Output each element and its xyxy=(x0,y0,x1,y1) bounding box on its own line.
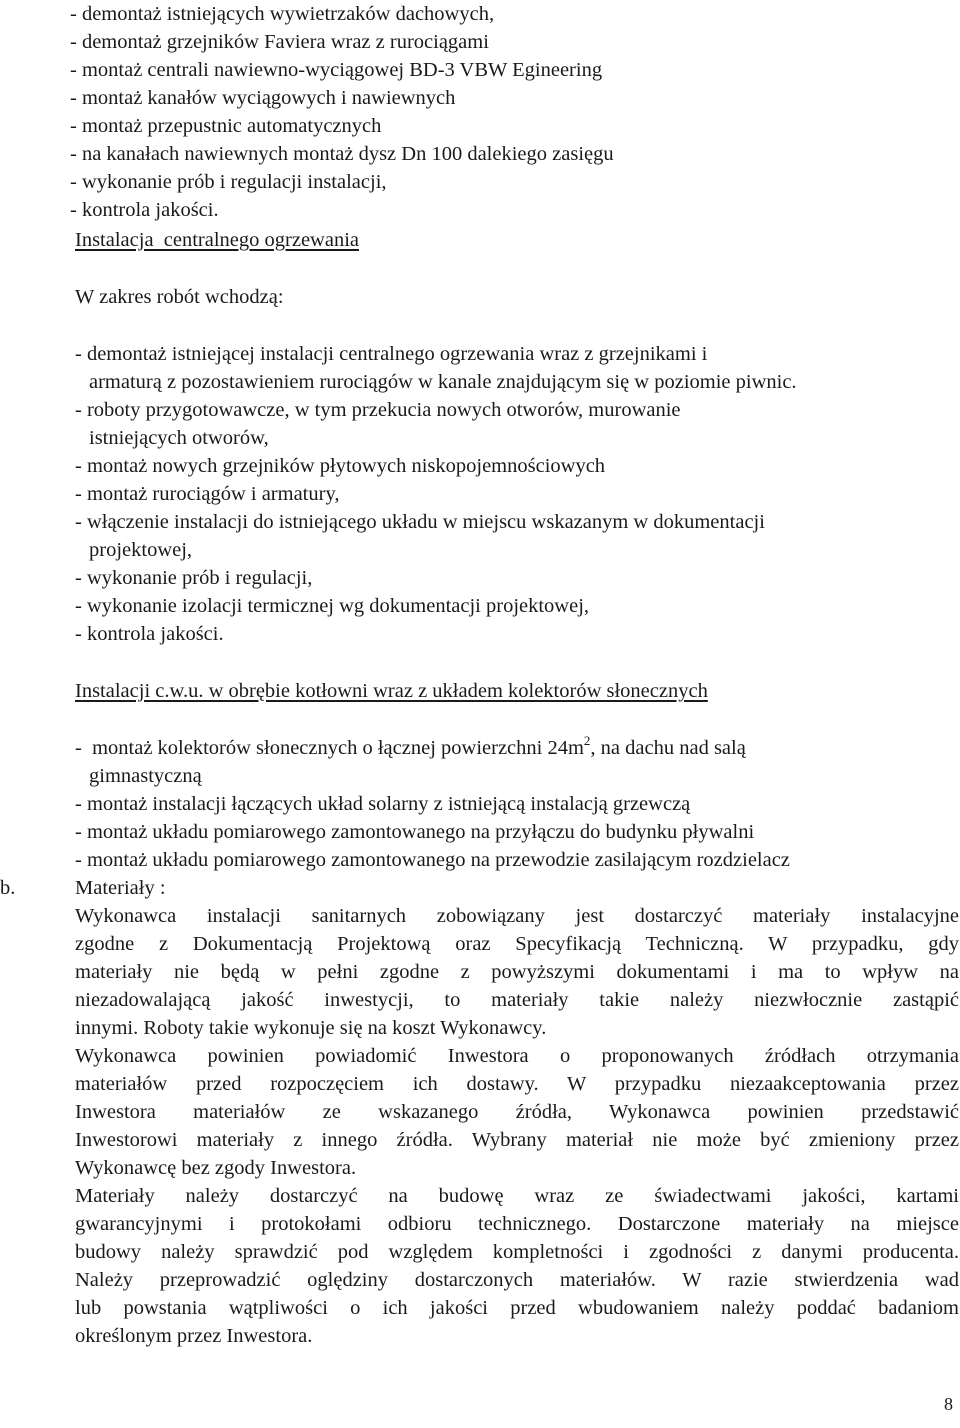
paragraph-line: Inwestora materiałów ze wskazanego źródła, Wykonawca powinien przedstawić xyxy=(75,1101,959,1123)
paragraph-line: Materiały należy dostarczyć na budowę wraz ze świadectwami jakości, kartami xyxy=(75,1185,959,1207)
paragraph-line: zgodne z Dokumentacją Projektową oraz Specyfikacją Techniczną. W przypadku, gdy xyxy=(75,933,959,955)
list-item: - kontrola jakości. xyxy=(75,623,224,645)
list-item: - demontaż grzejników Faviera wraz z rurociągami xyxy=(70,31,489,53)
list-item: - montaż przepustnic automatycznych xyxy=(70,115,382,137)
section-heading: Instalacja centralnego ogrzewania xyxy=(75,229,359,251)
list-item: - montaż rurociągów i armatury, xyxy=(75,483,340,505)
paragraph-line: Wykonawca instalacji sanitarnych zobowiązany jest dostarczyć materiały instalacyjne xyxy=(75,905,959,927)
paragraph-line: innymi. Roboty takie wykonuje się na koszt Wykonawcy. xyxy=(75,1017,547,1039)
paragraph-line: Należy przeprowadzić oględziny dostarczonych materiałów. W razie stwierdzenia wad xyxy=(75,1269,959,1291)
list-item: - wykonanie prób i regulacji, xyxy=(75,567,313,589)
list-item-continuation: istniejących otworów, xyxy=(89,427,269,449)
list-item: - kontrola jakości. xyxy=(70,199,219,221)
list-item: - wykonanie izolacji termicznej wg dokumentacji projektowej, xyxy=(75,595,590,617)
list-item: - montaż nowych grzejników płytowych niskopojemnościowych xyxy=(75,455,606,477)
list-item-text: - montaż kolektorów słonecznych o łącznej powierzchni 24m xyxy=(75,737,584,759)
list-item xyxy=(75,734,746,762)
paragraph-line: Wykonawcę bez zgody Inwestora. xyxy=(75,1157,357,1179)
list-item: - roboty przygotowawcze, w tym przekucia nowych otworów, murowanie xyxy=(75,399,681,421)
paragraph-line: budowy należy sprawdzić pod względem kompletności i zgodności z danymi producenta. xyxy=(75,1241,959,1263)
section-heading: Materiały : xyxy=(75,877,166,899)
list-item-continuation: projektowej, xyxy=(89,539,193,561)
paragraph-line: materiały nie będą w pełni zgodne z powyższymi dokumentami i ma to wpływ na xyxy=(75,961,959,983)
list-item: - demontaż istniejących wywietrzaków dachowych, xyxy=(70,3,495,25)
section-intro: W zakres robót wchodzą: xyxy=(75,286,284,308)
paragraph-line: gwarancyjnymi i protokołami odbioru technicznego. Dostarczone materiały na miejsce xyxy=(75,1213,959,1235)
list-item: - montaż kanałów wyciągowych i nawiewnych xyxy=(70,87,456,109)
list-item-text: , na dachu nad salą xyxy=(590,737,746,759)
list-item: - montaż instalacji łączących układ solarny z istniejącą instalacją grzewczą xyxy=(75,793,691,815)
list-item: - wykonanie prób i regulacji instalacji, xyxy=(70,171,387,193)
list-item: - włączenie instalacji do istniejącego układu w miejscu wskazanym w dokumentacji xyxy=(75,511,765,533)
list-item: - na kanałach nawiewnych montaż dysz Dn 100 dalekiego zasięgu xyxy=(70,143,614,165)
page-number: 8 xyxy=(944,1394,953,1414)
list-item: - montaż układu pomiarowego zamontowanego na przewodzie zasilającym rozdzielacz xyxy=(75,849,790,871)
list-item: - montaż układu pomiarowego zamontowanego na przyłączu do budynku pływalni xyxy=(75,821,755,843)
list-item-continuation: gimnastyczną xyxy=(89,765,202,787)
list-item: - montaż centrali nawiewno-wyciągowej BD-3 VBW Egineering xyxy=(70,59,603,81)
list-item-continuation: armaturą z pozostawieniem rurociągów w kanale znajdującym się w poziomie piwnic. xyxy=(89,371,797,393)
section-marker: b. xyxy=(0,877,16,899)
list-item: - demontaż istniejącej instalacji centralnego ogrzewania wraz z grzejnikami i xyxy=(75,343,708,365)
section-heading: Instalacji c.w.u. w obrębie kotłowni wraz z układem kolektorów słonecznych xyxy=(75,680,708,702)
superscript: 2 xyxy=(583,733,591,748)
paragraph-line: Wykonawca powinien powiadomić Inwestora o proponowanych źródłach otrzymania xyxy=(75,1045,959,1067)
paragraph-line: materiałów przed rozpoczęciem ich dostawy. W przypadku niezaakceptowania przez xyxy=(75,1073,959,1095)
paragraph-line: określonym przez Inwestora. xyxy=(75,1325,313,1347)
paragraph-line: niezadowalającą jakość inwestycji, to materiały takie należy niezwłocznie zastąpić xyxy=(75,989,959,1011)
paragraph-line: Inwestorowi materiały z innego źródła. Wybrany materiał nie może być zmieniony przez xyxy=(75,1129,959,1151)
paragraph-line: lub powstania wątpliwości o ich jakości przed wbudowaniem należy poddać badaniom xyxy=(75,1297,959,1319)
